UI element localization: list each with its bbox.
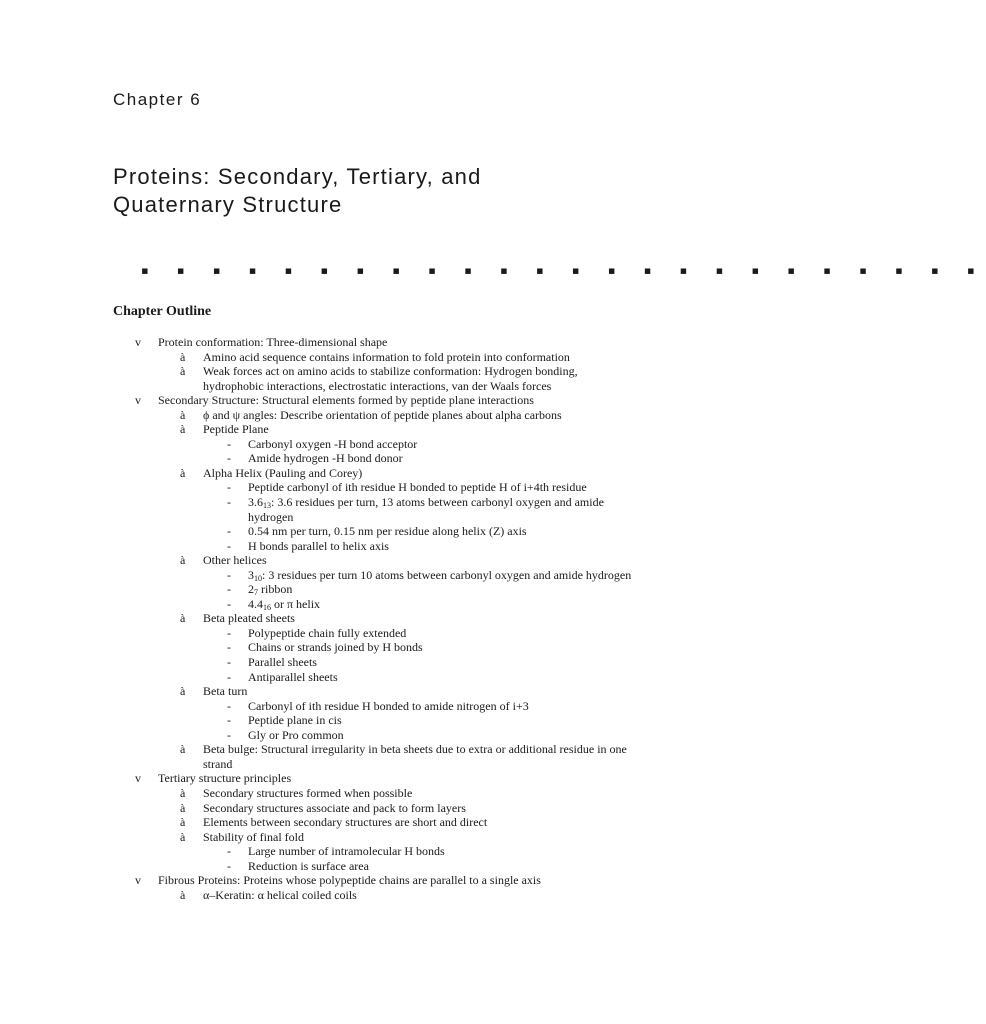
outline-item bbox=[0, 830, 768, 845]
outline-item bbox=[0, 597, 768, 612]
outline-item bbox=[0, 393, 768, 408]
bullet-marker: - bbox=[227, 567, 231, 582]
outline-item bbox=[0, 422, 768, 437]
bullet-marker: - bbox=[227, 655, 231, 670]
bullet-marker: - bbox=[227, 669, 231, 684]
bullet-marker: v bbox=[135, 771, 141, 786]
outline-item-text: Tertiary structure principles bbox=[158, 771, 292, 786]
outline-item-text: Antiparallel sheets bbox=[248, 669, 338, 684]
bullet-marker: à bbox=[180, 785, 186, 800]
bullet-marker: - bbox=[227, 698, 231, 713]
outline-item-text: hydrogen bbox=[248, 509, 294, 524]
outline-item bbox=[0, 684, 768, 699]
bullet-marker: - bbox=[227, 640, 231, 655]
outline-item-text: Carbonyl of ith residue H bonded to amide nitrogen of i+3 bbox=[248, 698, 529, 713]
bullet-marker: - bbox=[227, 858, 231, 873]
outline-item bbox=[0, 408, 768, 423]
outline-item bbox=[0, 524, 768, 539]
outline-item-text: Protein conformation: Three-dimensional shape bbox=[158, 335, 388, 349]
outline-item-text: $3.6_{13}$: 3.6 residues per turn, 13 atoms between carbonyl oxygen and amide bbox=[248, 495, 604, 511]
outline-item bbox=[0, 757, 768, 772]
chapter-outline bbox=[0, 335, 768, 902]
outline-item bbox=[0, 451, 768, 466]
outline-item-text: Peptide carbonyl of ith residue H bonded to peptide H of i+4th residue bbox=[248, 480, 587, 495]
chapter-title-line: Proteins: Secondary, Tertiary, and bbox=[113, 164, 482, 189]
outline-item bbox=[0, 728, 768, 743]
outline-item-text: Alpha Helix (Pauling and Corey) bbox=[203, 465, 363, 480]
outline-heading: Chapter Outline bbox=[113, 304, 212, 319]
bullet-marker: à bbox=[180, 887, 186, 902]
bullet-marker: à bbox=[180, 800, 186, 815]
outline-item-text: Other helices bbox=[203, 553, 267, 568]
outline-item-text: α–Keratin: α helical coiled coils bbox=[203, 887, 357, 902]
bullet-marker: - bbox=[227, 524, 231, 539]
outline-item-text: Large number of intramolecular H bonds bbox=[248, 844, 445, 859]
outline-item bbox=[0, 801, 768, 816]
bullet-marker: - bbox=[227, 582, 231, 597]
outline-item bbox=[0, 466, 768, 481]
outline-item bbox=[0, 742, 768, 757]
bullet-marker: à bbox=[180, 742, 186, 757]
bullet-marker: v bbox=[135, 393, 141, 408]
outline-item-text: $3_{10}$: 3 residues per turn 10 atoms between carbonyl oxygen and amide hydrogen bbox=[248, 567, 632, 583]
outline-item-text: $2_7$ ribbon bbox=[248, 582, 293, 598]
outline-item-text: Weak forces act on amino acids to stabilize conformation: Hydrogen bonding, bbox=[203, 364, 578, 379]
outline-item-text: Parallel sheets bbox=[248, 655, 317, 670]
outline-item-text: hydrophobic interactions, electrostatic interactions, van der Waals forces bbox=[203, 378, 552, 393]
outline-item bbox=[0, 495, 768, 510]
outline-item bbox=[0, 437, 768, 452]
outline-item bbox=[0, 539, 768, 554]
chapter-label: Chapter 6 bbox=[113, 90, 202, 109]
bullet-marker: à bbox=[180, 553, 186, 568]
outline-item bbox=[0, 713, 768, 728]
outline-item-text: Secondary Structure: Structural elements formed by peptide plane interactions bbox=[158, 393, 534, 408]
chapter-title-line: Quaternary Structure bbox=[113, 192, 343, 217]
outline-item-text: Fibrous Proteins: Proteins whose polypeptide chains are parallel to a single axis bbox=[158, 873, 541, 888]
outline-item-text: Beta turn bbox=[203, 684, 248, 699]
outline-item-text: Stability of final fold bbox=[203, 829, 304, 844]
bullet-marker: à bbox=[180, 349, 186, 364]
bullet-marker: - bbox=[227, 480, 231, 495]
outline-item-text: Chains or strands joined by H bonds bbox=[248, 640, 423, 655]
outline-item-text: H bonds parallel to helix axis bbox=[248, 538, 389, 553]
outline-item-text: $4.4_{16}$ or π helix bbox=[248, 596, 321, 612]
outline-item bbox=[0, 582, 768, 597]
outline-item-text: Amide hydrogen -H bond donor bbox=[248, 451, 403, 466]
outline-item bbox=[0, 510, 768, 525]
bullet-marker: - bbox=[227, 436, 231, 451]
bullet-marker: - bbox=[227, 713, 231, 728]
outline-item bbox=[0, 553, 768, 568]
outline-item-text: Peptide plane in cis bbox=[248, 713, 342, 728]
bullet-marker: - bbox=[227, 451, 231, 466]
bullet-marker: v bbox=[135, 335, 141, 349]
bullet-marker: à bbox=[180, 465, 186, 480]
section-separator: ▪ ▪ ▪ ▪ ▪ ▪ ▪ ▪ ▪ ▪ ▪ ▪ ▪ ▪ ▪ ▪ ▪ ▪ ▪ ▪ ▪ ▪ ▪ ▪ bbox=[141, 258, 986, 283]
outline-item bbox=[0, 888, 768, 903]
bullet-marker: - bbox=[227, 538, 231, 553]
outline-item bbox=[0, 815, 768, 830]
outline-item-text: Amino acid sequence contains information to fold protein into conformation bbox=[203, 349, 570, 364]
bullet-marker: à bbox=[180, 611, 186, 626]
outline-item bbox=[0, 379, 768, 394]
bullet-marker: - bbox=[227, 727, 231, 742]
outline-item bbox=[0, 670, 768, 685]
bullet-marker: v bbox=[135, 873, 141, 888]
bullet-marker: - bbox=[227, 844, 231, 859]
outline-item bbox=[0, 786, 768, 801]
outline-item bbox=[0, 640, 768, 655]
bullet-marker: à bbox=[180, 364, 186, 379]
bullet-marker: - bbox=[227, 596, 231, 611]
outline-item-text: Carbonyl oxygen -H bond acceptor bbox=[248, 436, 418, 451]
outline-item bbox=[0, 335, 768, 350]
outline-item-text: Gly or Pro common bbox=[248, 727, 344, 742]
outline-item-text: Secondary structures formed when possible bbox=[203, 785, 413, 800]
outline-item bbox=[0, 771, 768, 786]
outline-item-text: Beta pleated sheets bbox=[203, 611, 295, 626]
outline-item bbox=[0, 844, 768, 859]
outline-item-text: Elements between secondary structures are short and direct bbox=[203, 815, 488, 830]
outline-item-text: Secondary structures associate and pack to form layers bbox=[203, 800, 466, 815]
bullet-marker: à bbox=[180, 407, 186, 422]
outline-item bbox=[0, 364, 768, 379]
outline-item-text: Polypeptide chain fully extended bbox=[248, 625, 407, 640]
outline-item bbox=[0, 655, 768, 670]
outline-item bbox=[0, 626, 768, 641]
outline-item bbox=[0, 611, 768, 626]
outline-item-text: Beta bulge: Structural irregularity in beta sheets due to extra or additional residue in one bbox=[203, 742, 627, 757]
outline-item-text: strand bbox=[203, 756, 233, 771]
outline-item bbox=[0, 699, 768, 714]
outline-item bbox=[0, 350, 768, 365]
outline-item bbox=[0, 568, 768, 583]
outline-item-text: 0.54 nm per turn, 0.15 nm per residue along helix (Z) axis bbox=[248, 524, 527, 539]
bullet-marker: à bbox=[180, 829, 186, 844]
outline-item bbox=[0, 480, 768, 495]
bullet-marker: à bbox=[180, 422, 186, 437]
chapter-title bbox=[113, 163, 482, 219]
outline-item bbox=[0, 873, 768, 888]
outline-item-text: Peptide Plane bbox=[203, 422, 269, 437]
outline-item-text: Reduction is surface area bbox=[248, 858, 369, 873]
bullet-marker: - bbox=[227, 495, 231, 510]
outline-item-text: ϕ and ψ angles: Describe orientation of peptide planes about alpha carbons bbox=[203, 407, 562, 422]
bullet-marker: - bbox=[227, 625, 231, 640]
bullet-marker: à bbox=[180, 815, 186, 830]
bullet-marker: à bbox=[180, 684, 186, 699]
outline-item bbox=[0, 859, 768, 874]
